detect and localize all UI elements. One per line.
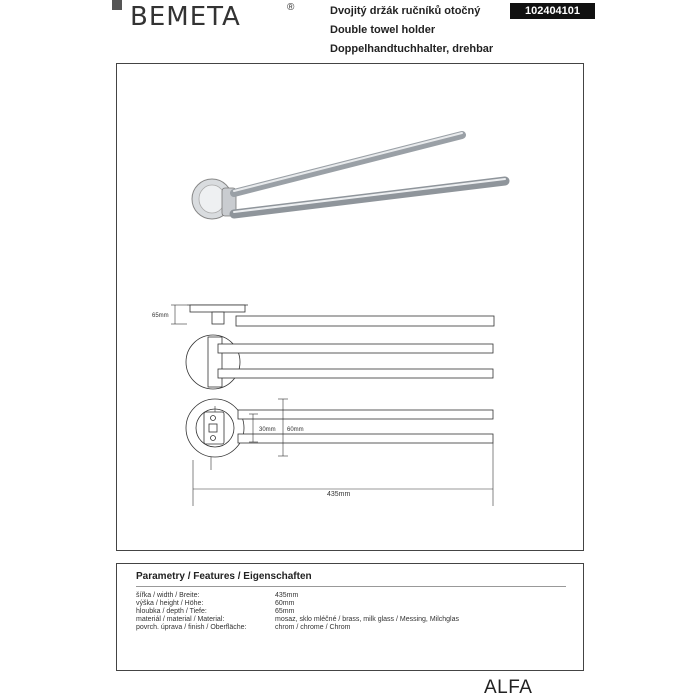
upper-arm [234,135,462,193]
registered-mark: ® [287,2,295,13]
title-german: Doppelhandtuchhalter, drehbar [330,43,494,55]
param-width-label: šířka / width / Breite: [136,592,200,599]
title-english: Double towel holder [330,24,436,36]
parameters-divider [136,586,566,587]
product-code: 102404101 [510,3,595,19]
product-render [192,133,505,219]
depth-dimension-label: 65mm [152,313,169,319]
top-view [171,305,494,326]
parameters-title: Parametry / Features / Eigenschaften [136,571,312,582]
param-height-label: výška / height / Höhe: [136,600,204,607]
param-material-label: materiál / material / Material: [136,616,225,623]
param-height-value: 60mm [275,600,295,607]
series-name: ALFA [484,677,533,698]
param-depth-value: 65mm [275,608,295,615]
brand-logo: BEMETA [130,2,241,32]
param-material-value: mosaz, sklo mléčné / brass, milk glass / Messing, Milchglas [275,616,459,623]
param-depth-label: hloubka / depth / Tiefe: [136,608,207,615]
outer-height-label: 60mm [287,427,304,433]
param-finish-value: chrom / chrome / Chrom [275,624,351,631]
front-view-closed [186,335,493,389]
title-czech: Dvojitý držák ručníků otočný [330,5,481,17]
inner-height-label: 30mm [259,427,276,433]
param-width-value: 435mm [275,592,299,599]
front-view-fixing [186,399,493,506]
param-finish-label: povrch. úprava / finish / Oberfläche: [136,624,247,631]
width-dimension-label: 435mm [327,491,351,498]
